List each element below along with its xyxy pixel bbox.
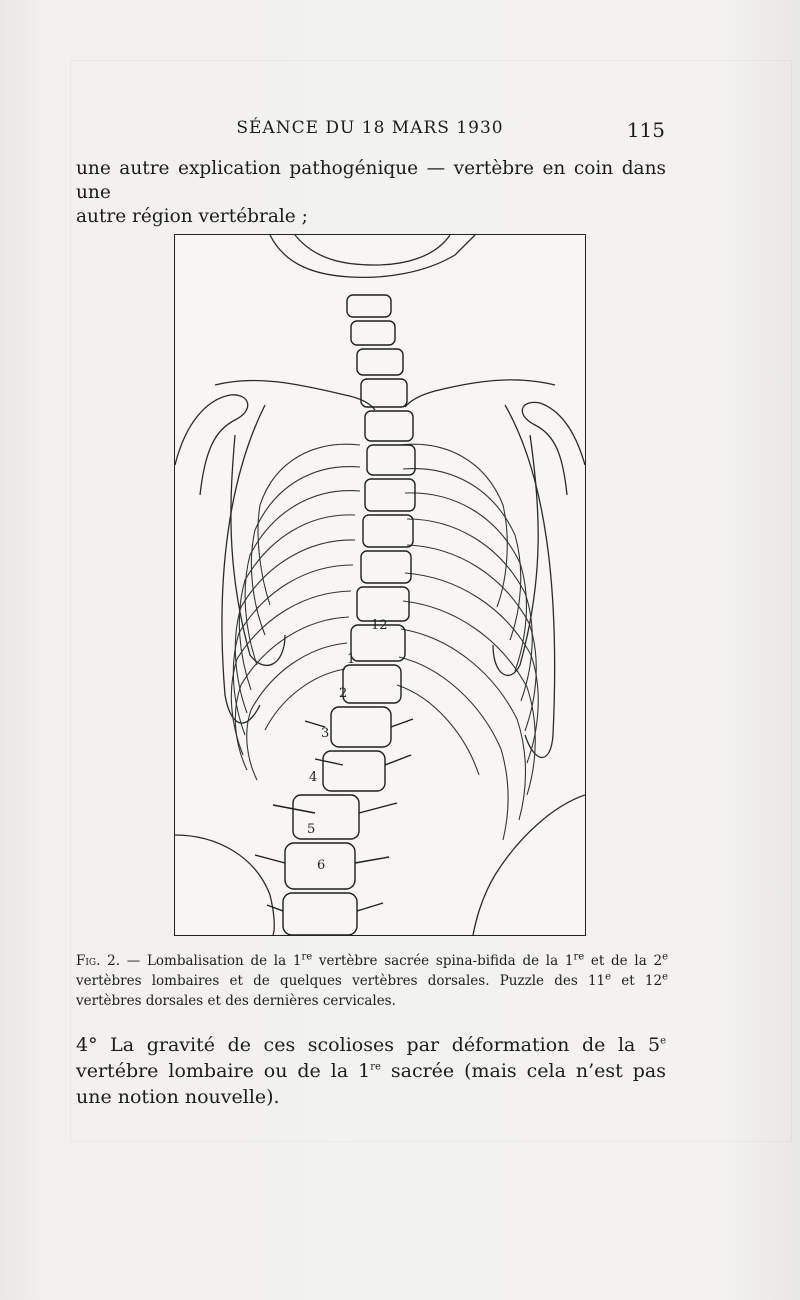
vertebra-label-12: 12 bbox=[371, 618, 388, 633]
figure-label: Fig. 2. bbox=[76, 953, 121, 969]
left-shoulder bbox=[175, 395, 248, 495]
intro-paragraph bbox=[76, 157, 666, 229]
page-number: 115 bbox=[626, 118, 665, 142]
caption-sup-4: e bbox=[605, 971, 612, 983]
intro-line-1: une autre explication pathogénique — vertèbre en coin dans une bbox=[76, 158, 666, 203]
figure-caption bbox=[76, 951, 668, 1011]
point4-sup-1: e bbox=[660, 1035, 666, 1047]
caption-sup-1: re bbox=[301, 951, 313, 963]
point4-part-3: sacrée (mais cela n’est pas une notion nouvelle). bbox=[76, 1060, 666, 1108]
left-ribs bbox=[231, 444, 360, 780]
right-ribs bbox=[397, 444, 538, 840]
point-4-paragraph bbox=[76, 1032, 666, 1110]
caption-part-6: vertèbres dorsales et des dernières cervicales. bbox=[76, 993, 396, 1009]
vertebra-label-3: 3 bbox=[321, 726, 330, 741]
vertebra-label-1: 1 bbox=[347, 652, 356, 667]
running-title: SÉANCE DU 18 MARS 1930 bbox=[236, 118, 504, 138]
caption-part-4: vertèbres lombaires et de quelques vertèbres dorsales. Puzzle des 11 bbox=[76, 973, 606, 989]
caption-sup-2: re bbox=[573, 951, 585, 963]
spine-xray-tracing bbox=[174, 234, 586, 936]
vertebra-label-6: 6 bbox=[317, 858, 326, 873]
running-head bbox=[75, 118, 665, 146]
right-iliac-crest bbox=[473, 795, 585, 935]
vertebra-label-2: 2 bbox=[339, 686, 348, 701]
caption-sup-5: e bbox=[662, 971, 668, 983]
point4-sup-2: re bbox=[370, 1061, 381, 1073]
left-iliac-crest bbox=[175, 835, 274, 935]
caption-part-1: Lombalisation de la 1 bbox=[146, 953, 302, 969]
caption-part-2: vertèbre sacrée spina-bifida de la 1 bbox=[312, 953, 574, 969]
caption-part-3: et de la 2 bbox=[584, 953, 663, 969]
caption-dash: — bbox=[120, 953, 147, 969]
vertebra-label-4: 4 bbox=[309, 770, 318, 785]
skull-curve bbox=[295, 235, 450, 265]
point4-part-1: 4° La gravité de ces scolioses par déformation de la 5 bbox=[76, 1034, 661, 1056]
vertebra-label-5: 5 bbox=[307, 822, 316, 837]
point4-part-2: vertébre lombaire ou de la 1 bbox=[76, 1060, 371, 1082]
thorax-right bbox=[505, 405, 555, 758]
caption-sup-3: e bbox=[662, 951, 668, 963]
intro-line-2: autre région vertébrale ; bbox=[76, 206, 308, 227]
thorax-left bbox=[222, 405, 265, 723]
caption-part-5: et 12 bbox=[611, 973, 663, 989]
